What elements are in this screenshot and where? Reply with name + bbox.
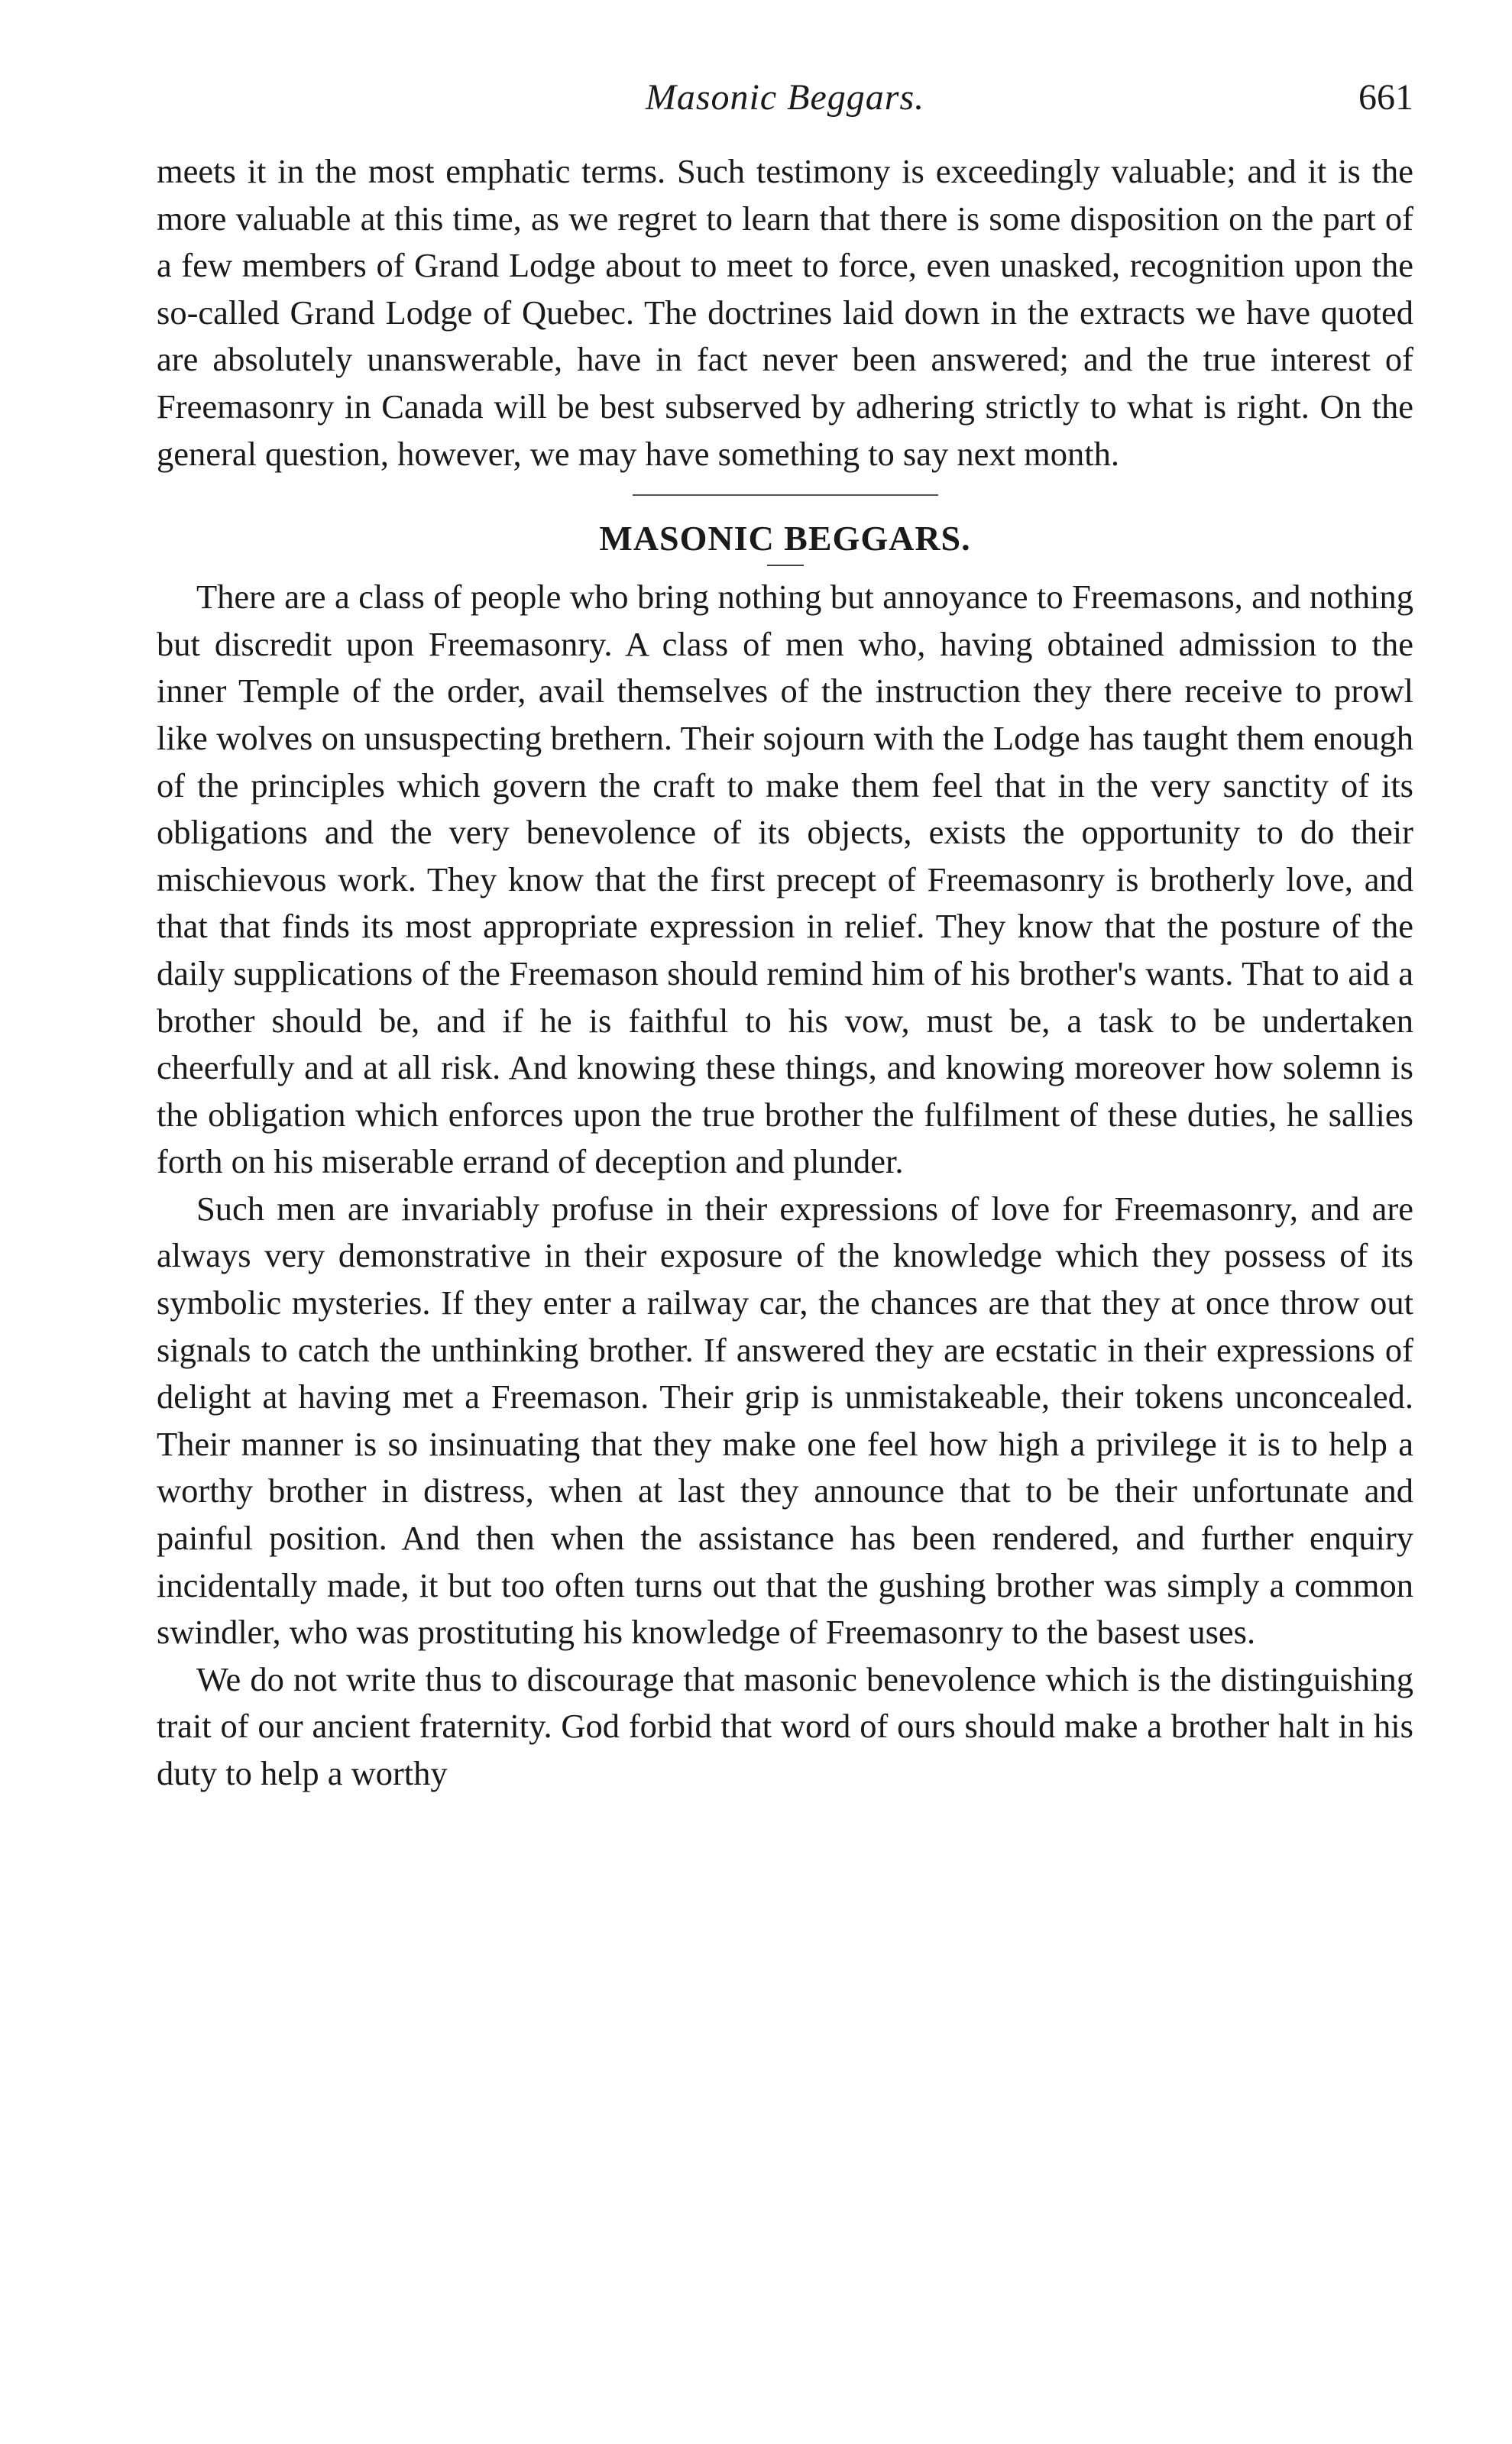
article-paragraph-1: There are a class of people who bring nothing but annoyance to Freemasons, and nothing but discredit upon Freemasonry. A class of men who, having obtained admission to the inner Temple of the order, avail themselves of the instruction they there receive to prowl like wolves on unsuspecting brethern. Their sojourn with the Lodge has taught them enough of the principles which govern the craft to make them feel that in the very sanctity of its obligations and the very benevolence of its objects, exists the opportunity to do their mischievous work. They know that the first precept of Freemasonry is brotherly love, and that that finds its most appropriate expression in relief. They know that the posture of the daily supplications of the Freemason should remind him of his brother's wants. That to aid a brother should be, and if he is faithful to his vow, must be, a task to be undertaken cheerfully and at all risk. And knowing these things, and knowing moreover how solemn is the obligation which enforces upon the true brother the fulfilment of these duties, he sallies forth on his miserable errand of deception and plunder. [157,578,1413,1181]
document-page [157,76,1413,1798]
page-number: 661 [1358,77,1413,118]
article-paragraph-2: Such men are invariably profuse in their expressions of love for Freemasonry, and are always very demonstrative in their exposure of the knowledge which they possess of its symbolic mysteries. If they enter a railway car, the chances are that they at once throw out signals to catch the unthinking brother. If answered they are ecstatic in their expressions of delight at having met a Freemason. Their grip is unmistakeable, their tokens unconcealed. Their manner is so insinuating that they make one feel how high a privilege it is to help a worthy brother in distress, when at last they announce that to be their unfortunate and painful position. And then when the assistance has been rendered, and further enquiry incidentally made, it but too often turns out that the gushing brother was simply a common swindler, who was prostituting his knowledge of Freemasonry to the basest uses. [157,1189,1413,1652]
continuation-paragraph: meets it in the most emphatic terms. Such testimony is exceedingly valuable; and it is the more valuable at this time, as we regret to learn that there is some disposition on the part of a few members of Grand Lodge about to meet to force, even unasked, recognition upon the so-called Grand Lodge of Quebec. The doctrines laid down in the extracts we have quoted are absolutely unanswerable, have in fact never been answered; and the true interest of Freemasonry in Canada will be best subserved by adhering strictly to what is right. On the general question, however, we may have something to say next month. [157,152,1413,473]
heading-underline [767,565,804,566]
running-title: Masonic Beggars. [645,77,925,118]
section-divider [633,494,938,496]
running-header [157,76,1413,138]
section-heading: MASONIC BEGGARS. [599,519,971,558]
article-paragraph-3: We do not write thus to discourage that masonic benevolence which is the distinguishing trait of our ancient fraternity. God forbid that word of ours should make a brother halt in his duty to help a worthy [157,1659,1413,1792]
